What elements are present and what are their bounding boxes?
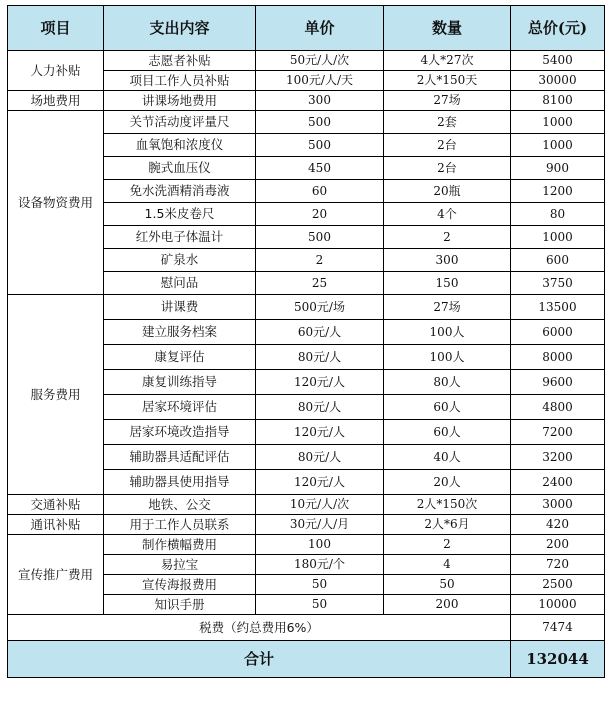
- total-price-cell: 2400: [511, 470, 605, 495]
- unit-price-cell: 100元/人/天: [256, 71, 384, 91]
- quantity-cell: 27场: [384, 91, 511, 111]
- unit-price-cell: 500: [256, 134, 384, 157]
- quantity-cell: 2人*150天: [384, 71, 511, 91]
- unit-price-cell: 50: [256, 595, 384, 615]
- quantity-cell: 60人: [384, 395, 511, 420]
- unit-price-cell: 80元/人: [256, 445, 384, 470]
- expense-item-cell: 红外电子体温计: [104, 226, 256, 249]
- unit-price-cell: 50: [256, 575, 384, 595]
- total-price-cell: 3750: [511, 272, 605, 295]
- table-row: [8, 535, 605, 555]
- unit-price-cell: 20: [256, 203, 384, 226]
- expense-item-cell: 地铁、公交: [104, 495, 256, 515]
- total-price-cell: 3000: [511, 495, 605, 515]
- expense-item-cell: 慰问品: [104, 272, 256, 295]
- quantity-cell: 2台: [384, 134, 511, 157]
- expense-item-cell: 腕式血压仪: [104, 157, 256, 180]
- expense-item-cell: 志愿者补贴: [104, 51, 256, 71]
- total-price-cell: 80: [511, 203, 605, 226]
- quantity-cell: 80人: [384, 370, 511, 395]
- unit-price-cell: 120元/人: [256, 370, 384, 395]
- unit-price-cell: 500: [256, 226, 384, 249]
- total-price-cell: 1000: [511, 111, 605, 134]
- unit-price-cell: 60: [256, 180, 384, 203]
- total-price-cell: 4800: [511, 395, 605, 420]
- quantity-cell: 200: [384, 595, 511, 615]
- total-price-cell: 420: [511, 515, 605, 535]
- total-price-cell: 720: [511, 555, 605, 575]
- expense-item-cell: 康复评估: [104, 345, 256, 370]
- header-project: 项目: [8, 6, 104, 51]
- quantity-cell: 2套: [384, 111, 511, 134]
- unit-price-cell: 80元/人: [256, 395, 384, 420]
- total-price-cell: 7200: [511, 420, 605, 445]
- unit-price-cell: 500: [256, 111, 384, 134]
- total-price-cell: 8100: [511, 91, 605, 111]
- total-price-cell: 600: [511, 249, 605, 272]
- expense-item-cell: 1.5米皮卷尺: [104, 203, 256, 226]
- category-cell: 宣传推广费用: [8, 535, 104, 615]
- budget-table: [7, 5, 605, 678]
- header-total-price: 总价(元): [511, 6, 605, 51]
- total-price-cell: 200: [511, 535, 605, 555]
- category-cell: 服务费用: [8, 295, 104, 495]
- total-price-cell: 30000: [511, 71, 605, 91]
- quantity-cell: 100人: [384, 345, 511, 370]
- unit-price-cell: 50元/人/次: [256, 51, 384, 71]
- unit-price-cell: 120元/人: [256, 420, 384, 445]
- quantity-cell: 40人: [384, 445, 511, 470]
- quantity-cell: 50: [384, 575, 511, 595]
- quantity-cell: 20瓶: [384, 180, 511, 203]
- quantity-cell: 60人: [384, 420, 511, 445]
- category-cell: 设备物资费用: [8, 111, 104, 295]
- expense-item-cell: 康复训练指导: [104, 370, 256, 395]
- quantity-cell: 4: [384, 555, 511, 575]
- header-unit-price: 单价: [256, 6, 384, 51]
- category-cell: 场地费用: [8, 91, 104, 111]
- total-price-cell: 1000: [511, 134, 605, 157]
- total-price-cell: 9600: [511, 370, 605, 395]
- quantity-cell: 2人*150次: [384, 495, 511, 515]
- quantity-cell: 2: [384, 226, 511, 249]
- expense-item-cell: 讲课场地费用: [104, 91, 256, 111]
- header-row: [8, 6, 605, 51]
- budget-body: [8, 51, 605, 615]
- unit-price-cell: 180元/个: [256, 555, 384, 575]
- expense-item-cell: 易拉宝: [104, 555, 256, 575]
- category-cell: 通讯补贴: [8, 515, 104, 535]
- grand-total-row: [8, 641, 605, 678]
- total-price-cell: 1000: [511, 226, 605, 249]
- expense-item-cell: 知识手册: [104, 595, 256, 615]
- unit-price-cell: 2: [256, 249, 384, 272]
- quantity-cell: 2: [384, 535, 511, 555]
- table-row: [8, 91, 605, 111]
- grand-total-label: 合计: [8, 641, 511, 678]
- total-price-cell: 13500: [511, 295, 605, 320]
- expense-item-cell: 制作横幅费用: [104, 535, 256, 555]
- total-price-cell: 10000: [511, 595, 605, 615]
- expense-item-cell: 血氧饱和浓度仪: [104, 134, 256, 157]
- quantity-cell: 20人: [384, 470, 511, 495]
- unit-price-cell: 30元/人/月: [256, 515, 384, 535]
- header-quantity: 数量: [384, 6, 511, 51]
- total-price-cell: 2500: [511, 575, 605, 595]
- category-cell: 交通补贴: [8, 495, 104, 515]
- table-row: [8, 295, 605, 320]
- total-price-cell: 8000: [511, 345, 605, 370]
- expense-item-cell: 讲课费: [104, 295, 256, 320]
- expense-item-cell: 矿泉水: [104, 249, 256, 272]
- quantity-cell: 100人: [384, 320, 511, 345]
- unit-price-cell: 300: [256, 91, 384, 111]
- expense-item-cell: 免水洗酒精消毒液: [104, 180, 256, 203]
- unit-price-cell: 500元/场: [256, 295, 384, 320]
- tax-value: 7474: [511, 615, 605, 641]
- expense-item-cell: 用于工作人员联系: [104, 515, 256, 535]
- unit-price-cell: 120元/人: [256, 470, 384, 495]
- table-row: [8, 495, 605, 515]
- expense-item-cell: 关节活动度评量尺: [104, 111, 256, 134]
- grand-total-value: 132044: [511, 641, 605, 678]
- total-price-cell: 6000: [511, 320, 605, 345]
- category-cell: 人力补贴: [8, 51, 104, 91]
- quantity-cell: 300: [384, 249, 511, 272]
- tax-row: [8, 615, 605, 641]
- tax-label: 税费（约总费用6%）: [8, 615, 511, 641]
- expense-item-cell: 建立服务档案: [104, 320, 256, 345]
- quantity-cell: 27场: [384, 295, 511, 320]
- expense-item-cell: 辅助器具适配评估: [104, 445, 256, 470]
- header-expense-content: 支出内容: [104, 6, 256, 51]
- total-price-cell: 3200: [511, 445, 605, 470]
- quantity-cell: 150: [384, 272, 511, 295]
- unit-price-cell: 25: [256, 272, 384, 295]
- unit-price-cell: 10元/人/次: [256, 495, 384, 515]
- quantity-cell: 4个: [384, 203, 511, 226]
- total-price-cell: 1200: [511, 180, 605, 203]
- quantity-cell: 2台: [384, 157, 511, 180]
- unit-price-cell: 450: [256, 157, 384, 180]
- quantity-cell: 4人*27次: [384, 51, 511, 71]
- expense-item-cell: 居家环境改造指导: [104, 420, 256, 445]
- quantity-cell: 2人*6月: [384, 515, 511, 535]
- expense-item-cell: 宣传海报费用: [104, 575, 256, 595]
- total-price-cell: 5400: [511, 51, 605, 71]
- unit-price-cell: 60元/人: [256, 320, 384, 345]
- table-row: [8, 51, 605, 71]
- unit-price-cell: 80元/人: [256, 345, 384, 370]
- total-price-cell: 900: [511, 157, 605, 180]
- expense-item-cell: 项目工作人员补贴: [104, 71, 256, 91]
- unit-price-cell: 100: [256, 535, 384, 555]
- table-row: [8, 111, 605, 134]
- expense-item-cell: 居家环境评估: [104, 395, 256, 420]
- table-row: [8, 515, 605, 535]
- expense-item-cell: 辅助器具使用指导: [104, 470, 256, 495]
